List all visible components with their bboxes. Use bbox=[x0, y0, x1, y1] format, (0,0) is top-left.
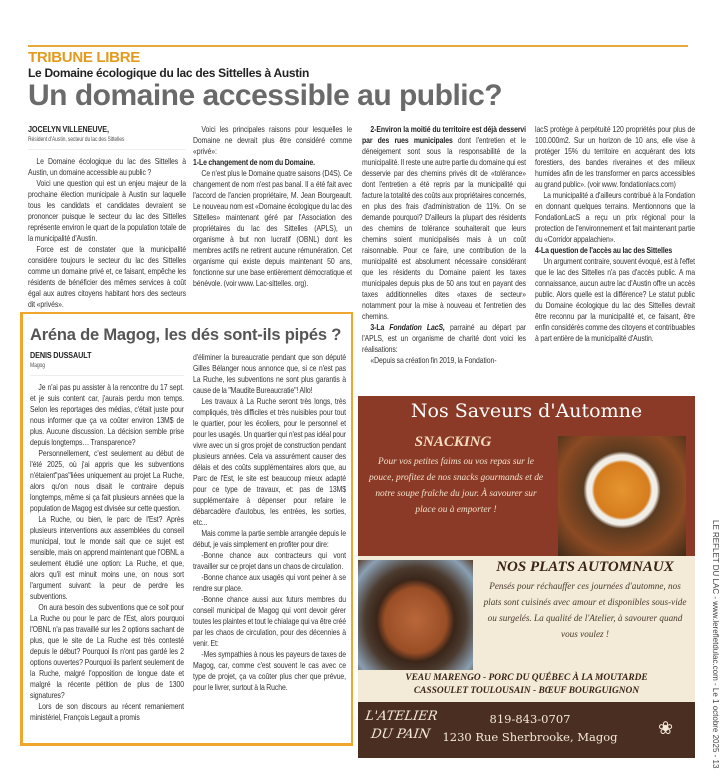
paragraph: -Bonne chance aussi aux futurs membres du conseil municipal de Magog qui vont devoir gérer toutes les plaintes et tout le chialage qui va être créé par les chaos de circulation, pour des décennies à venir. Et: bbox=[193, 595, 346, 648]
snacking-text: Pour vos petites faims ou vos repas sur le pouce, profitez de nos snacks gourmands et de notre soupe fraîche du jour. À savourer sur place ou à emporter ! bbox=[368, 457, 544, 515]
paragraph: On aura besoin des subventions que ce soit pour La Ruche ou pour le parc de l'Est, alors pourquoi l'OBNL n'a pas travaillé sur les 2 options sachant de plus, que le site de La Ruche est très contesté depuis le début? Pourquoi ils n'ont pas gardé les 2 options ouvertes? Pourquoi ils parlent seulement de la Ruche, malgré l'opposition de longue date et malgré la récente pétition de plus de 1300 signatures? bbox=[30, 603, 184, 700]
address: 1230 Rue Sherbrooke, Magog bbox=[442, 730, 618, 744]
subheading-text: 4-La question de l'accès au lac des Sittelles bbox=[535, 246, 673, 255]
subheading-text: 2-Environ la moitié du territoire est déjà desservi par des rues municipales bbox=[362, 125, 526, 145]
paragraph: Force est de constater que la municipalité considère toujours le secteur du lac des Sittelles comme un domaine privé et, ce faisant, empêche les résidents de bénéficier des mêmes services à coût égal aux autres citoyens habitant hors des secteurs dit «privés». bbox=[28, 245, 186, 309]
article1-column-4 bbox=[535, 124, 695, 344]
paragraph: -Bonne chance aux contracteurs qui vont travailler sur ce projet dans un chaos de circulation. bbox=[193, 551, 346, 571]
subheading-text: 1-Le changement de nom du Domaine. bbox=[193, 158, 315, 167]
author-name: DENIS DUSSAULT bbox=[30, 350, 92, 360]
snacking-title: SNACKING bbox=[414, 434, 492, 450]
article1-column-1 bbox=[28, 124, 186, 310]
article-headline: Un domaine accessible au public? bbox=[28, 79, 503, 112]
ad-footer bbox=[358, 702, 695, 758]
section-rule bbox=[28, 45, 688, 47]
paragraph: Mais comme la partie semble arrangée depuis le début, je vais simplement en profiter pour dire: bbox=[193, 529, 346, 549]
author-affiliation: Résident d'Austin, secteur du lac des Sittelles bbox=[28, 135, 186, 150]
paragraph: -Bonne chance aux usagés qui vont peiner à se rendre sur place. bbox=[193, 573, 346, 593]
subheading-emphasis: Fondation LacS, bbox=[389, 323, 445, 332]
stew-photo bbox=[358, 560, 473, 670]
article-subtitle: Le Domaine écologique du lac des Sittelles à Austin bbox=[28, 66, 309, 80]
paragraph: La municipalité a d'ailleurs contribué à la Fondation en donnant quelques terrains. Mentionnons que la FondationLacS a reçu un prix régional pour la protection de l'environnement et fait maintenant partie du «Corridor appalachien». bbox=[535, 191, 695, 244]
author-affiliation: Magog bbox=[30, 361, 184, 376]
menu-line: CASSOULET TOULOUSAIN - BŒUF BOURGUIGNON bbox=[413, 686, 640, 696]
plats-title: NOS PLATS AUTOMNAUX bbox=[496, 559, 674, 575]
paragraph: lacS protège à perpétuité 120 propriétés pour plus de 100.000m2. Sur un horizon de 10 ans, elle vise à protéger 15% du territoire en acquérant des lots forestiers, des bandes riveraines et des milieux humides afin de les transformer en parcs accessibles au grand public». (voir www. fondationlacs.com) bbox=[535, 125, 695, 189]
author-name: JOCELYN VILLENEUVE, bbox=[28, 124, 109, 134]
advertisement bbox=[358, 396, 695, 758]
phone-number: 819-843-0707 bbox=[489, 712, 571, 726]
article1-column-2 bbox=[193, 124, 352, 289]
paragraph: La Ruche, ou bien, le parc de l'Est? Après plusieurs interventions aux assemblées du conseil municipal, tout le monde sait que ce sujet est sensible, mais on apprend maintenant que l'OBNL a seulement étudié une option: La Ruche, et que, alors qu'il est minuit moins une, on nous sort l'argument suivant: la peur de perdre les subventions. bbox=[30, 515, 184, 601]
menu-list bbox=[358, 672, 695, 698]
paragraph: «Depuis sa création fin 2019, la Fondation- bbox=[370, 356, 497, 365]
article2-column-1 bbox=[30, 350, 184, 723]
paragraph: Voici les principales raisons pour lesquelles le Domaine ne devrait plus être considéré comme «privé»: bbox=[193, 125, 352, 156]
paragraph-text: parrainé au départ par l'APLS, est un organisme de charité dont voici les réalisations: bbox=[362, 323, 526, 354]
article1-column-3 bbox=[362, 124, 526, 366]
ad-title: Nos Saveurs d'Automne bbox=[410, 400, 643, 422]
plats-text: Pensés pour réchauffer ces journées d'automne, nos plats sont cuisinés avec amour et disponibles sous-vide ou surgelés. La qualité de l'Atelier, à savourer quand vous voulez ! bbox=[483, 581, 687, 639]
atelier-logo: L'ATELIER DU PAIN bbox=[361, 709, 439, 742]
paragraph: Je n'ai pas pu assister à la rencontre du 17 sept. et je suis content car, j'aurais perdu mon temps. Selon les reportages des médias, c'était juste pour nous informer que ça va coûter environ 13M$ de plus. Aucune discussion. La décision semble prise depuis longtemps… Transparence? bbox=[30, 383, 184, 447]
soup-photo bbox=[558, 436, 686, 556]
subheading bbox=[193, 157, 352, 168]
paragraph bbox=[362, 322, 526, 355]
article2-column-2 bbox=[193, 352, 346, 693]
paragraph: Personnellement, c'est seulement au début de l'été 2025, où j'ai appris que les subventions n'étaient"pas"liées uniquement au projet La Ruche, alors qu'on nous disait le contraire depuis longtemps, même si ça fait plusieurs années que la population de Magog est divisée sur cette question. bbox=[30, 449, 184, 513]
letter-title: Aréna de Magog, les dés sont-ils pipés ? bbox=[30, 326, 342, 344]
paragraph: Lors de son discours au récent remaniement ministériel, François Legault a promis bbox=[30, 702, 184, 722]
paragraph: Le Domaine écologique du lac des Sittelles à Austin, un domaine accessible au public ? bbox=[28, 157, 186, 177]
subheading bbox=[535, 245, 695, 256]
maple-leaf-icon: ❀ bbox=[658, 718, 674, 738]
paragraph: Les travaux à La Ruche seront très longs, très compliqués, très difficiles et très nuisibles pour tout le quartier, pour les écoliers, pour le personnel et pour les usagés. Un quartier qui n'est pas idéal pour vivre avec un si gros projet de construction pendant plusieurs années. Cela va assurément causer des délais et des coûts supplémentaires alors que, au Parc de l'Est, le site est beaucoup mieux adapté pour ce type de travaux, et: pas de 13M$ supplémentaire à dépenser pour refaire le débarcadère d'autobus, les entrées, les sorties, etc... bbox=[193, 397, 346, 527]
paragraph: d'éliminer la bureaucratie pendant que son député Gilles Bélanger nous annonce que, si ce n'est pas La Ruche, les subventions ne sont plus garantis à cause de la "Maudite Bureaucratie"! Allo! bbox=[193, 353, 346, 395]
paragraph: Un argument contraire, souvent évoqué, est à l'effet que le lac des Sittelles n'a pas d'accès public. A ma connaissance, aucun autre lac d'Austin offre un accès public. Alors quelle est la différence? Le statut public du Domaine écologique du lac des Sittelles devrait être reconnu par la municipalité et, ce faisant, être enfin considérés comme des citoyens et contribuables à part entière de la municipalité d'Austin. bbox=[535, 257, 695, 343]
ad-contact bbox=[430, 710, 630, 746]
paragraph: Voici une question qui est un enjeu majeur de la prochaine élection municipale à Austin sur laquelle tous les candidats et candidates devraient se prononcer puisque le secteur du lac des Sittelles représente environ le quart de la population totale de la municipalité d'Austin. bbox=[28, 179, 186, 243]
paragraph: Ce n'est plus le Domaine quatre saisons (D4S). Ce changement de nom n'est pas banal. Il a été fait avec l'accord de l'ancien propriétaire, M. Jean Bourgeault. Le nouveau nom est «Domaine écologique du lac des Sittelles» maintenant géré par l'Association des propriétaires du lac des Sittelles (APLS), un organisme à but non lucratif (OBNL) dont les membres actifs ne retirent aucune rémunération. Cet organisme qui existe depuis maintenant 50 ans, fonctionne sur une base entièrement démocratique et bénévole. (voir www. Lac-sittelles. org). bbox=[193, 169, 352, 288]
subheading-text: 3-La bbox=[370, 323, 390, 332]
page-footer-vertical: LE REFLET DU LAC - www.lerefletdulac.com - Le 1 octobre 2025 - 13 bbox=[711, 520, 720, 769]
menu-line: VEAU MARENGO - PORC DU QUÉBEC À LA MOUTARDE bbox=[405, 673, 648, 683]
section-label: TRIBUNE LIBRE bbox=[28, 49, 140, 66]
paragraph bbox=[362, 124, 526, 322]
paragraph-text: dont l'entretien et le déneigement sont sous la responsabilité de la municipalité. Il reste une autre partie du domaine qui est desservie par des chemins privés dit de «tolérance» dont l'entretien a été repris par la municipalité qui facture la totalité des coûts aux propriétaires concernés, en plus des frais d'administration de 11%. On se demande pourquoi? D'ailleurs la plupart des résidents des chemins de tolérance souhaiterait que leurs chemins soient municipalisés mais à un coût raisonnable. Pour ce faire, une contribution de la municipalité est absolument nécessaire considérant que les résidents du Domaine paient les taxes municipales depuis plus de 50 ans tout en payant des taxes additionnelles dites «taxes de secteur» notamment pour la mise à nouveau et l'entretien des chemins. bbox=[362, 136, 526, 321]
paragraph: -Mes sympathies à nous les payeurs de taxes de Magog, car, comme c'est souvent le cas avec ce type de projet, ça va coûter plus cher que prévue, pour le livrer, surtout à la Ruche. bbox=[193, 650, 346, 692]
